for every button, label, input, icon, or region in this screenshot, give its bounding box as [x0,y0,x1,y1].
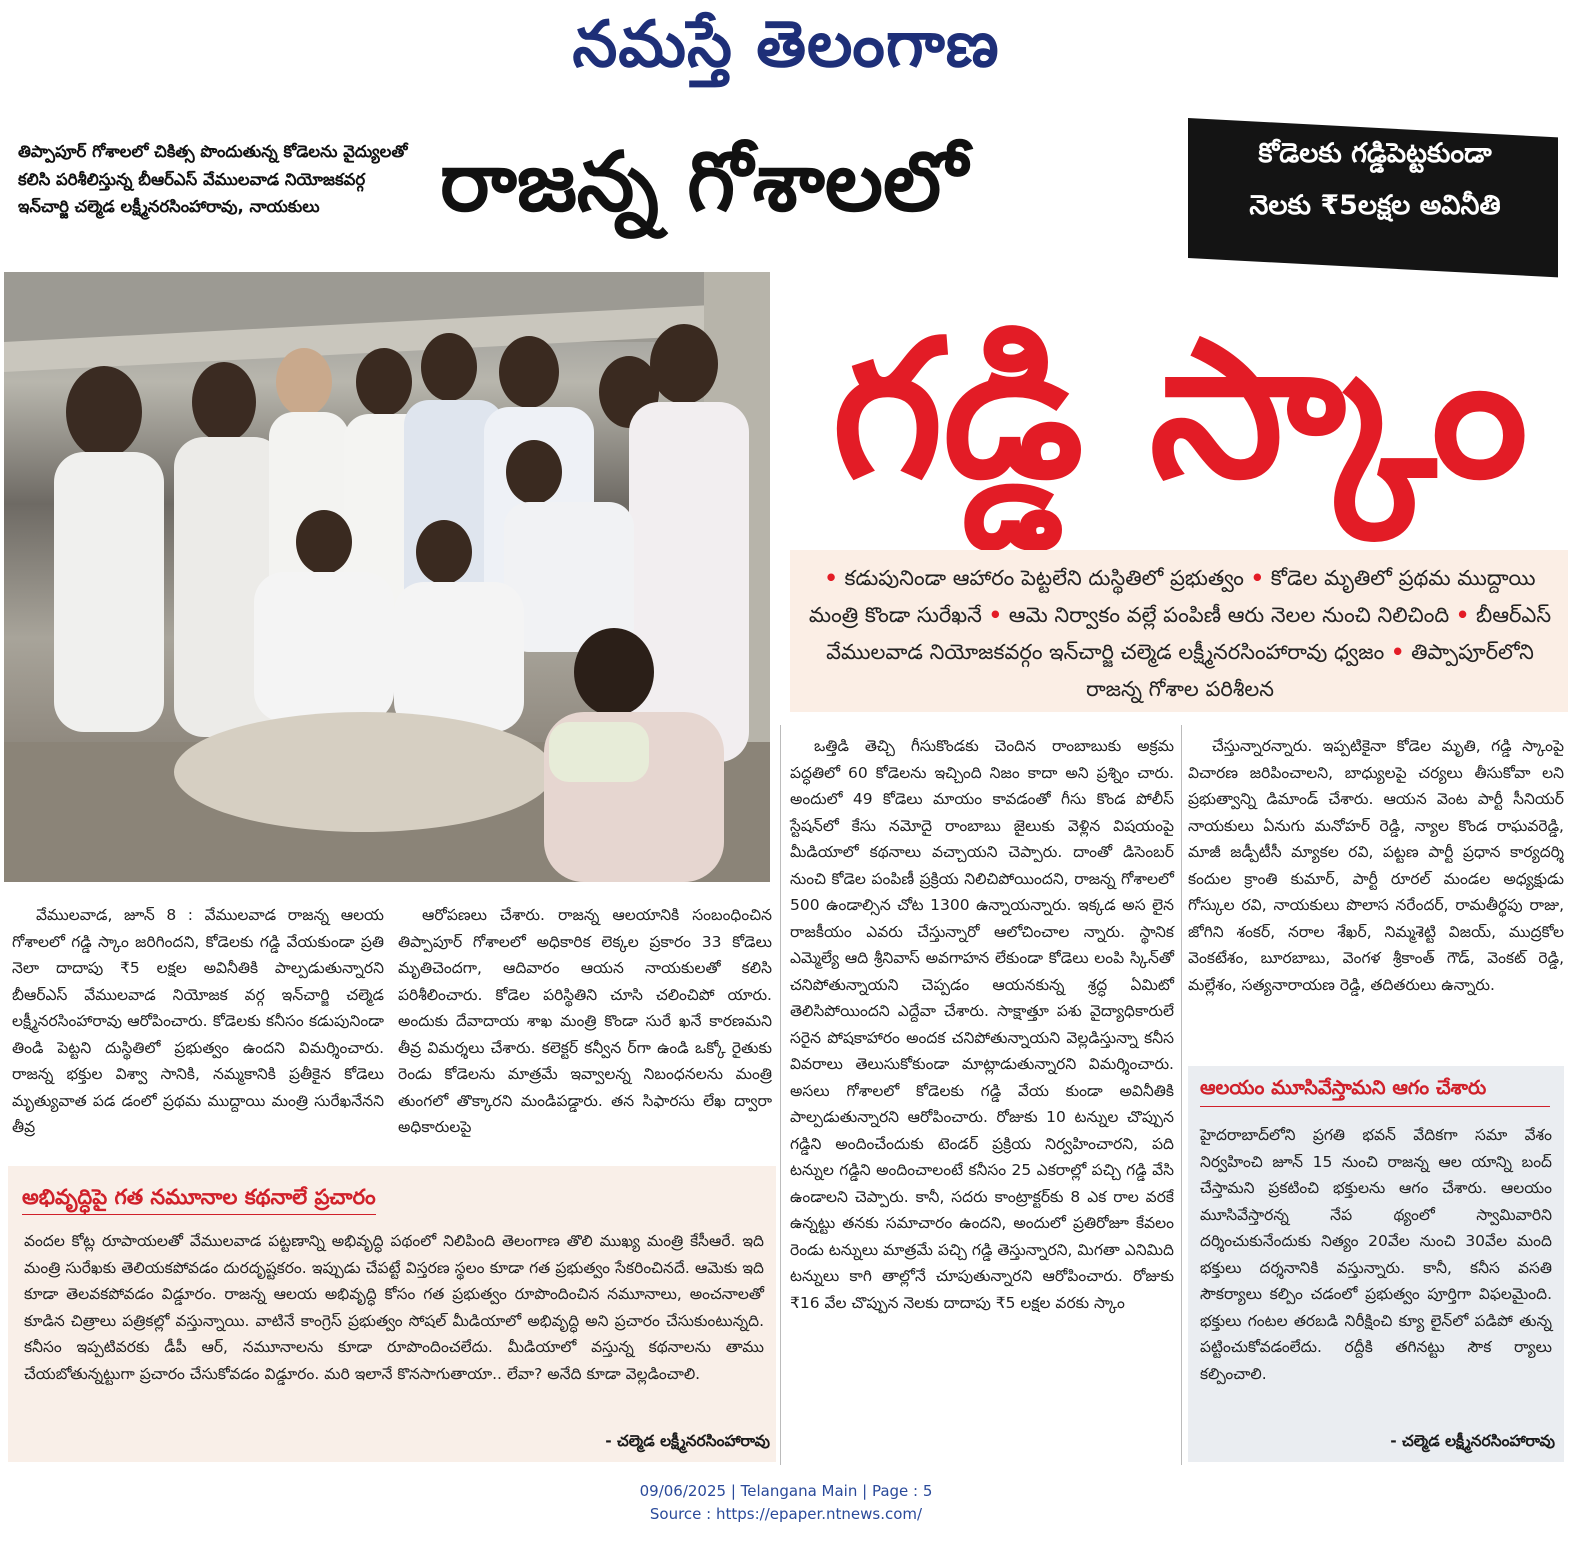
footer-source-link[interactable]: Source : https://epaper.ntnews.com/ [649,1505,923,1523]
bullet-icon: • [1250,566,1265,590]
article-column-3 [790,733,1174,1316]
photo-illustration [4,272,770,882]
bullet-item: కోడెల మృతిలో ప్రథమ ముద్దాయి మంత్రి కొండా సురేఖనే [808,566,1536,627]
highlight-bullets [800,560,1560,708]
column-divider [1181,725,1182,1465]
bullet-item: బీఆర్ఎస్ వేములవాడ నియోజకవర్గం ఇన్‌చార్జి చల్మెడ లక్ష్మీనరసింహారావు ధ్వజం [826,603,1552,664]
article-column-1 [12,902,384,1141]
bullet-icon: • [1390,640,1405,664]
kicker-line-2: నెలకు ₹5లక్షల అవినీతి [1249,190,1501,221]
article-paragraph: వేములవాడ, జూన్ 8 : వేములవాడ రాజన్న ఆలయ గోశాలలో గడ్డి స్కాం జరిగిందని, కోడెలకు గడ్డి వేయకుండా ప్రతి నెలా దాదాపు ₹5 లక్షల అవినీతికి పాల్పడుతున్నారని బీఆర్ఎస్ వేములవాడ నియోజక వర్గ ఇన్‌చార్జి చల్మెడ లక్ష్మీనరసింహారావు ఆరోపించారు. కోడెలకు కనీసం కడుపునిండా తిండి పెట్టని దుస్థితిలో ప్రభుత్వం ఉందని విమర్శించారు. రాజన్న భక్తుల విశ్వా సానికి, నమ్మకానికి ప్రతీకైన కోడెలు మృత్యువాత పడ డంలో ప్రథమ ముద్దాయి మంత్రి సురేఖనేనని తీవ్ర [12,906,384,1136]
article-column-4 [1188,733,1564,998]
sidebar-right-text: హైదరాబాద్‌లోని ప్రగతి భవన్ వేదికగా సమా వేశం నిర్వహించి జూన్ 15 నుంచి రాజన్న ఆల యాన్ని బంద్ చేస్తామని ప్రకటించి భక్తులను ఆగం చేశారు. ఆలయం మూసివేస్తారన్న నేప థ్యంలో స్వామివారిని దర్శించుకునేందుకు నిత్యం 20వేల నుంచి 30వేల మంది భక్తులు దర్శనానికి వస్తున్నారు. కానీ, కనీస వసతి సౌకర్యాలు కల్పిం చడంలో ప్రభుత్వం పూర్తిగా విఫలమైంది. భక్తులు గంటల తరబడి నిరీక్షించి క్యూ లైన్‌లో పడిపో తున్న పట్టించుకోవడంలేదు. రద్దీకి తగినట్టు సౌక ర్యాలు కల్పించాలి. [1200,1126,1552,1383]
article-paragraph: ఒత్తిడి తెచ్చి గీసుకొండకు చెందిన రాంబాబుకు అక్రమ పద్ధతిలో 60 కోడెలను ఇచ్చింది నిజం కాదా అని ప్రశ్నిం చారు. అందులో 49 కోడెలు మాయం కావడంతో గీసు కొండ పోలీస్ స్టేషన్‌లో కేసు నమోదై రాంబాబు జైలుకు వెళ్లిన విషయంపై మీడియాలో కథనాలు వచ్చాయని చెప్పారు. దాంతో డిసెంబర్ నుంచి కోడెల పంపిణీ ప్రక్రియ నిలిచిపోయిందని, రాజన్న గోశాలలో 500 ఉండాల్సిన చోట 1300 ఉన్నాయన్నారు. ఇక్కడ అస లైన రాజకీయం ఎవరు చేస్తున్నారో ఆలోచించాల న్నారు. స్థానిక ఎమ్మెల్యే ఆది శ్రీనివాస్ అవగాహన లేకుండా కోడెలు లంపి స్కిన్‌తో చనిపోతున్నాయని చెప్పడం ఆయనకున్న శ్రద్ధ ఏమిటో తెలిసిపోయిందని ఎద్దేవా చేశారు. సాక్షాత్తూ పశు వైద్యాధికారులే సరైన పోషకాహారం అందక చనిపోతున్నాయని వెల్లడిస్తున్నా కనీస వివరాలు తెలుసుకోకుండా మాట్లాడుతున్నారని విమర్శించారు. అసలు గోశాలలో కోడెలకు గడ్డి వేయ కుండా అవినీతికి పాల్పడుతున్నారని ఆరోపించారు. రోజుకు 10 టన్నుల చొప్పున గడ్డిని అందించేందుకు టెండర్ ప్రక్రియ నిర్వహించారని, పది టన్నుల గడ్డిని అందించాలంటే కనీసం 25 ఎకరాల్లో పచ్చి గడ్డి వేసి ఉండాలని చెప్పారు. కానీ, సదరు కాంట్రాక్టర్‌కు 8 ఎక రాల వరకే ఉన్నట్టు తనకు సమాచారం ఉందని, అందులో ప్రతిరోజూ కేవలం రెండు టన్నులు మాత్రమే పచ్చి గడ్డి తెస్తున్నారని, మిగతా ఎనిమిది టన్నులు కాగి తాల్లోనే చూపుతున్నారని ఆరోపించారు. రోజుకు ₹16 వేల చొప్పున నెలకు దాదాపు ₹5 లక్షల వరకు స్కాం [790,737,1174,1312]
masthead-logo: నమస్తే తెలంగాణ [572,8,1000,82]
sidebar-right-title: ఆలయం మూసివేస్తామని ఆగం చేశారు [1200,1072,1550,1107]
sidebar-left-text: వందల కోట్ల రూపాయలతో వేములవాడ పట్టణాన్ని అభివృద్ధి పథంలో నిలిపింది తెలంగాణ తొలి ముఖ్య మంత్రి కేసీఆరే. ఇది మంత్రి సురేఖకు తెలియకపోవడం దురదృష్టకరం. ఇప్పుడు చేపట్టే విస్తరణ స్థలం కూడా గత ప్రభుత్వం సేకరించినదే. ఆమెకు ఇది కూడా తెలవకపోవడం విడ్డూరం. రాజన్న ఆలయ అభివృద్ధి కోసం గత ప్రభుత్వం రూపొందించిన నమూనాలు, అంచనాలతో కూడిన చిత్రాలు పత్రికల్లో వస్తున్నాయి. వాటినే కాంగ్రెస్ ప్రభుత్వం సోషల్ మీడియాలో అభివృద్ధి అని ప్రచారం చేసుకుంటున్నది. కనీసం ఇప్పటివరకు డీపీ ఆర్, నమూనాలను కూడా రూపొందించలేదు. మీడియాలో వస్తున్న కథనాలను తాము చేయబోతున్నట్టుగా ప్రచారం చేసుకోవడం విడ్డూరం. మరి ఇలానే కొనసాగుతాయా.. లేవా? అనేది కూడా వెల్లడించాలి. [24,1232,764,1383]
bullet-item: తిప్పాపూర్‌లోని రాజన్న గోశాల పరిశీలన [1085,640,1534,701]
kicker-text [1200,128,1550,232]
sidebar-left-title: అభివృద్ధిపై గత నమూనాల కథనాలే ప్రచారం [22,1180,376,1215]
article-paragraph: చేస్తున్నారన్నారు. ఇప్పటికైనా కోడెల మృతి, గడ్డి స్కాంపై విచారణ జరిపించాలని, బాధ్యులపై చర్యలు తీసుకోవా లని ప్రభుత్వాన్ని డిమాండ్ చేశారు. ఆయన వెంట పార్టీ సీనియర్ నాయకులు ఏనుగు మనోహర్ రెడ్డి, న్యాల కొండ రాఘవరెడ్డి, మాజీ జడ్పీటీసీ మ్యాకల రవి, పట్టణ పార్టీ ప్రధాన కార్యదర్శి కందుల క్రాంతి కుమార్, పార్టీ రూరల్ మండల అధ్యక్షుడు గోస్కుల రవి, నాయకులు పొలాస నరేందర్, రామతీర్థపు రాజు, జోగిని శంకర్, నరాల శేఖర్, నిమ్మశెట్టి విజయ్, ముద్రకోల వెంకటేశం, బూరబాబు, వెంగళ శ్రీకాంత్ గౌడ్, వెంకట్ రెడ్డి, మల్లేశం, సత్యనారాయణ రెడ్డి, తదితరులు ఉన్నారు. [1188,737,1564,994]
column-divider [780,725,781,1465]
bullet-item: ఆమె నిర్వాకం వల్లే పంపిణీ ఆరు నెలల నుంచి నిలిచింది [1008,603,1450,627]
news-photo [4,272,770,882]
sidebar-left-signature: - చల్మెడ లక్ష్మీనరసింహారావు [605,1432,770,1450]
bullet-icon: • [1455,603,1470,627]
photo-caption: తిప్పాపూర్ గోశాలలో చికిత్స పొందుతున్న కోడెలను వైద్యులతో కలిసి పరిశీలిస్తున్న బీఆర్ఎస్ వేములవాడ నియోజకవర్గ ఇన్‌చార్జి చల్మెడ లక్ష్మీనరసింహారావు, నాయకులు [18,142,408,216]
bullet-icon: • [988,603,1003,627]
bullet-icon: • [824,566,838,590]
sidebar-right-signature: - చల్మెడ లక్ష్మీనరసింహారావు [1390,1432,1555,1450]
footer-date-page: 09/06/2025 | Telangana Main | Page : 5 [639,1482,933,1500]
headline-top: రాజన్న గోశాలలో [440,135,968,230]
article-paragraph: ఆరోపణలు చేశారు. రాజన్న ఆలయానికి సంబంధించిన తిప్పాపూర్ గోశాలలో అధికారిక లెక్కల ప్రకారం 33 కోడెలు మృతిచెందగా, ఆదివారం ఆయన నాయకులతో కలిసి పరిశీలించారు. కోడెల పరిస్థితిని చూసి చలించిపో యారు. అందుకు దేవాదాయ శాఖ మంత్రి కొండా సురే ఖనే కారణమని తీవ్ర విమర్శలు చేశారు. కలెక్టర్ కన్వీన ర్‌గా ఉండి ఒక్కో రైతుకు రెండు కోడెలను మాత్రమే ఇవ్వాలన్న నిబంధనలను మంత్రి తుంగలో తొక్కారని మండిపడ్డారు. తన సిఫారసు లేఖ ద్వారా అధికారులపై [398,906,772,1136]
bullet-item: కడుపునిండా ఆహారం పెట్టలేని దుస్థితిలో ప్రభుత్వం [844,566,1244,590]
kicker-line-1: కోడెలకు గడ్డిపెట్టకుండా [1258,138,1492,169]
headline-main: గడ్డి స్కాం [832,299,1528,520]
article-column-2 [398,902,772,1141]
